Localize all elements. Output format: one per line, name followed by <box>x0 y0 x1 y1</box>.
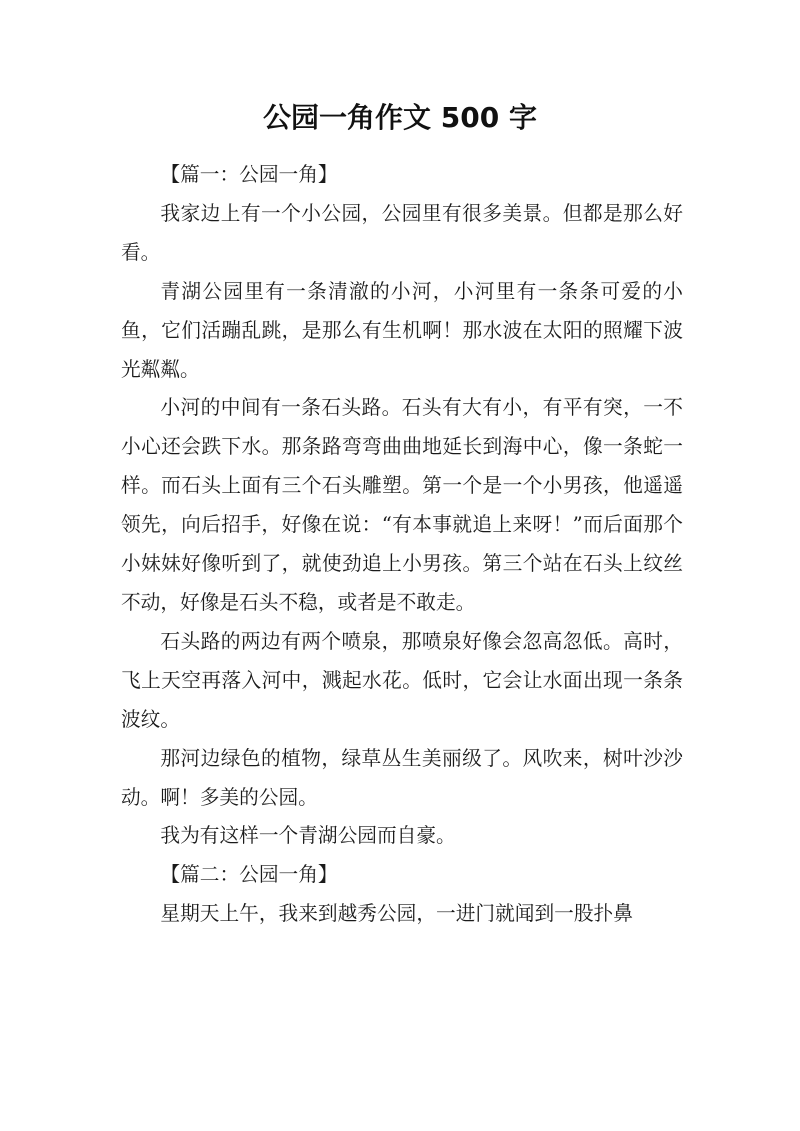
document-title: 公园一角作文 500 字 <box>263 101 537 134</box>
paragraph: 我为有这样一个青湖公园而自豪。 <box>160 824 456 848</box>
document-body <box>121 156 683 934</box>
paragraph: 石头路的两边有两个喷泉，那喷泉好像会忽高忽低。高时，飞上天空再落入河中，溅起水花。低时，它会让水面出现一条条波纹。 <box>121 629 683 731</box>
section-heading-2: 【篇二：公园一角】 <box>160 863 338 887</box>
paragraph: 星期天上午，我来到越秀公园，一进门就闻到一股扑鼻 <box>160 902 633 926</box>
section-heading-1: 【篇一：公园一角】 <box>160 163 338 186</box>
paragraph: 小河的中间有一条石头路。石头有大有小，有平有突，一不小心还会跌下水。那条路弯弯曲曲地延长到海中心，像一条蛇一样。而石头上面有三个石头雕塑。第一个是一个小男孩，他遥遥领先，向后招手，好像在说：“有本事就追上来呀！”而后面那个小妹妹好像听到了，就使劲追上小男孩。第三个站在石头上纹丝不动，好像是石头不稳，或者是不敢走。 <box>121 396 683 614</box>
paragraph: 那河边绿色的植物，绿草丛生美丽级了。风吹来，树叶沙沙动。啊！多美的公园。 <box>121 746 683 809</box>
paragraph: 青湖公园里有一条清澈的小河，小河里有一条条可爱的小鱼，它们活蹦乱跳，是那么有生机啊！那水波在太阳的照耀下波光粼粼。 <box>121 279 683 381</box>
paragraph: 我家边上有一个小公园，公园里有很多美景。但都是那么好看。 <box>121 201 683 264</box>
